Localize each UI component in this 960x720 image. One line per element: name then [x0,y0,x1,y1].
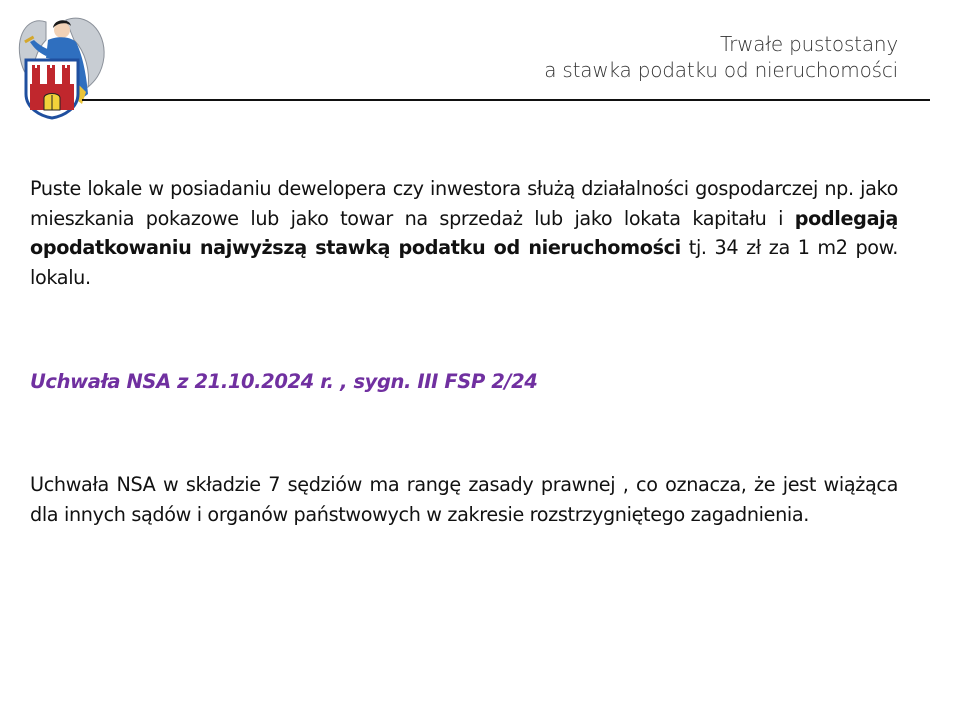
paragraph-vacant-premises [30,174,898,292]
coat-of-arms-logo [16,12,108,120]
ruling-heading: Uchwała NSA z 21.10.2024 r. , sygn. III FSP 2/24 [30,370,538,393]
torun-coat-of-arms-icon [16,12,108,120]
slide-title [544,31,898,83]
paragraph-bold-text: podlegają opodatkowaniu najwyższą stawką podatku od nieruchomości [30,206,898,260]
title-line-1: Trwałe pustostany [720,32,898,56]
title-divider [82,99,930,101]
paragraph-text: Puste lokale w posiadaniu dewelopera czy inwestora służą działalności gospodarczej np. jako mieszkania pokazowe lub jako towar na sprzedaż lub jako lokata kapitału i [30,177,898,230]
paragraph-ruling-explanation: Uchwała NSA w składzie 7 sędziów ma rangę zasady prawnej , co oznacza, że jest wiążąca dla innych sądów i organów państwowych w zakresie rozstrzygniętego zagadnienia. [30,473,898,526]
paragraph-text-tail: tj. 34 zł za 1 m2 pow. lokalu. [30,236,898,289]
title-line-2: a stawka podatku od nieruchomości [544,58,898,82]
